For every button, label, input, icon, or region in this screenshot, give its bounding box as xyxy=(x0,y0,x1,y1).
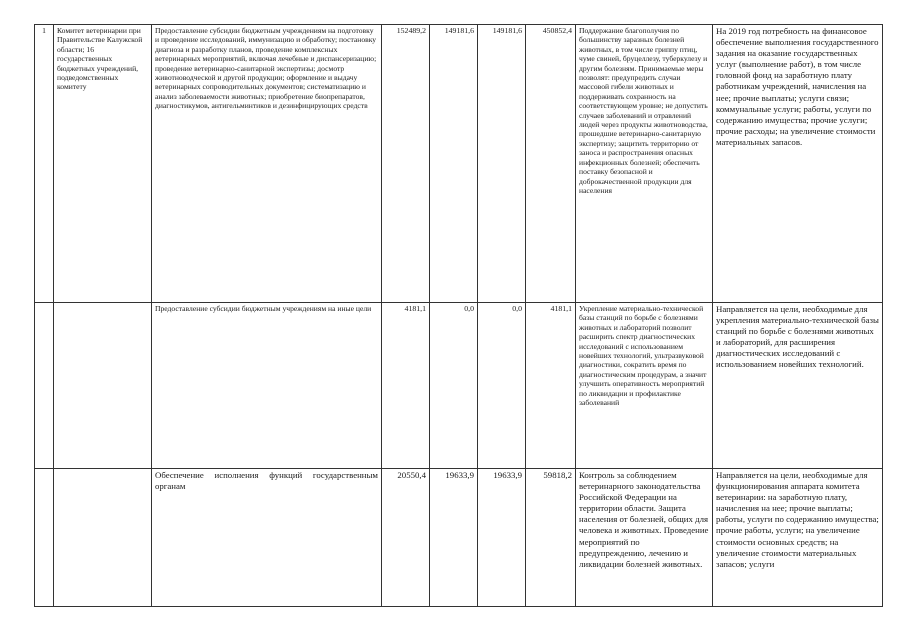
note-cell: Направляется на цели, необходимые для укрепления материально-технической базы станций по борьбе с болезнями животных и лабораторий, для расширения диагностических исследований с использованием новейших технологий. xyxy=(713,303,883,469)
value-cell-2: 0,0 xyxy=(430,303,478,469)
value-cell-total: 4181,1 xyxy=(526,303,576,469)
activity-cell: Предоставление субсидии бюджетным учреждениям на иные цели xyxy=(152,303,382,469)
effect-cell: Контроль за соблюдением ветеринарного законодательства Российской Федерации на территории области. Защита населения от болезней, общих для человека и животных. Проведение мероприятий по предупреждению, лечению и ликвидации болезней животных. xyxy=(576,469,713,607)
agency-cell: Комитет ветеринарии при Правительстве Калужской области; 16 государственных бюджетных учреждений, подведомственных комитету xyxy=(54,25,152,303)
agency-cell xyxy=(54,303,152,469)
value-cell-3: 0,0 xyxy=(478,303,526,469)
value-cell-1: 152489,2 xyxy=(382,25,430,303)
note-cell: Направляется на цели, необходимые для функционирования аппарата комитета ветеринарии: на заработную плату, начисления на нее; прочие выплаты; работы, услуги по содержанию имущества; прочие работы, услуги; на увеличение стоимости основных средств; на увеличение стоимости материальных запасов; услуги xyxy=(713,469,883,607)
note-cell: На 2019 год потребность на финансовое обеспечение выполнения государственного задания на оказание государственных услуг (выполнение работ), в том числе головной фонд на заработную плату работникам учреждений, начисления на нее; прочие выплаты; услуги связи; коммунальные услуги; работы, услуги по содержанию имущества; прочие услуги; прочие расходы; на увеличение стоимости материальных запасов. xyxy=(713,25,883,303)
row-index xyxy=(35,303,54,469)
row-index: 1 xyxy=(35,25,54,303)
agency-cell xyxy=(54,469,152,607)
activity-cell: Предоставление субсидии бюджетным учреждениям на подготовку и проведение исследований, иммунизацию и обработку; постановку диагноза и разработку планов, проведение комплексных ветеринарных мероприятий, включая лечебные и диспансеризацию; проведение ветеринарно-санитарной экспертизы; досмотр животноводческой и другой продукции; оформление и выдачу ветеринарных сопроводительных документов; систематизацию и анализ заболеваемости животных; приобретение биопрепаратов, диагностикумов, антигельминтиков и дезинфицирующих средств xyxy=(152,25,382,303)
effect-cell: Укрепление материально-технической базы станций по борьбе с болезнями животных и лабораторий позволит расширить спектр диагностических исследований с использованием новейших технологий, ультразвуковой диагностики, сократить время по диагностическим процедурам, а значит улучшить оперативность мероприятий по ликвидации и профилактике заболеваний xyxy=(576,303,713,469)
table-row xyxy=(35,25,883,303)
budget-table xyxy=(34,24,883,607)
value-cell-total: 450852,4 xyxy=(526,25,576,303)
activity-cell: Обеспечение исполнения функций государственным органам xyxy=(152,469,382,607)
value-cell-total: 59818,2 xyxy=(526,469,576,607)
table-row xyxy=(35,469,883,607)
row-index xyxy=(35,469,54,607)
value-cell-3: 19633,9 xyxy=(478,469,526,607)
value-cell-3: 149181,6 xyxy=(478,25,526,303)
effect-cell: Поддержание благополучия по большинству заразных болезней животных, в том числе гриппу птиц, чуме свиней, бруцеллезу, туберкулезу и другим болезням. Принимаемые меры позволят: предупредить случаи массовой гибели животных и поддерживать сохранность на соответствующем уровне; не допустить случаев заболеваний и отравлений людей через продукты животноводства, прошедшие ветеринарно-санитарную экспертизу; защитить территорию от заноса и распространения опасных инфекционных болезней; обеспечить поставку безопасной и доброкачественной продукции для населения xyxy=(576,25,713,303)
value-cell-2: 19633,9 xyxy=(430,469,478,607)
value-cell-2: 149181,6 xyxy=(430,25,478,303)
value-cell-1: 4181,1 xyxy=(382,303,430,469)
table-row xyxy=(35,303,883,469)
value-cell-1: 20550,4 xyxy=(382,469,430,607)
